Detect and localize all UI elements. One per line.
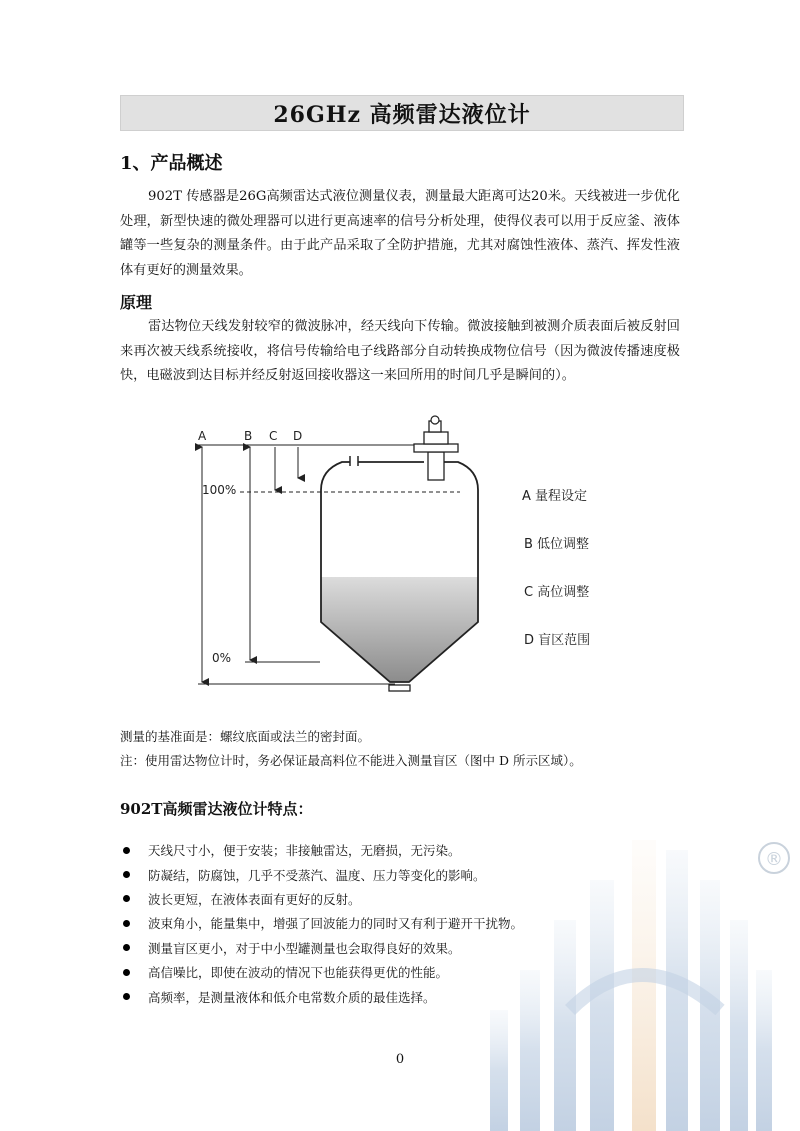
reference-note: 测量的基准面是：螺纹底面或法兰的密封面。 [120, 729, 371, 744]
bullet-icon [123, 895, 130, 902]
legend-b: B 低位调整 [524, 537, 590, 552]
document-title: 26GHz 高频雷达液位计 [120, 95, 684, 131]
bullet-icon [123, 847, 130, 854]
bullet-icon [123, 993, 130, 1000]
legend-c: C 高位调整 [524, 585, 590, 600]
principle-paragraph: 雷达物位天线发射较窄的微波脉冲，经天线向下传输。微波接触到被测介质表面后被反射回来再次被天线系统接收，将信号传输给电子线路部分自动转换成物位信号（因为微波传播速度极快，电磁波到达目标并经反射返回接收器这一来回所用的时间几乎是瞬间的）。 [120, 319, 680, 383]
label-d: D [293, 429, 303, 443]
radar-tank-diagram [180, 410, 620, 710]
list-item: 高信噪比，即使在波动的情况下也能获得更优的性能。 [120, 960, 523, 984]
legend-a: A 量程设定 [522, 489, 588, 504]
principle-heading: 原理 [120, 293, 153, 312]
label-a: A [198, 429, 207, 443]
label-100-percent: 100% [202, 483, 237, 497]
overview-paragraph: 902T 传感器是26G高频雷达式液位测量仪表，测量最大距离可达20米。天线被进一步优化处理，新型快速的微处理器可以进行更高速率的信号分析处理，使得仪表可以用于反应釜、液体罐等一些复杂的测量条件。由于此产品采取了全防护措施，尤其对腐蚀性液体、蒸汽、挥发性液体有更好的测量效果。 [120, 189, 680, 278]
label-0-percent: 0% [212, 651, 232, 665]
features-heading: 902T高频雷达液位计特点： [120, 800, 313, 818]
watermark-logo [490, 820, 800, 1131]
features-list [120, 838, 523, 1009]
label-c: C [269, 429, 278, 443]
page-number: 0 [395, 1052, 405, 1067]
label-b: B [244, 429, 253, 443]
svg-text:®: ® [765, 849, 783, 870]
bullet-icon [123, 969, 130, 976]
legend-d: D 盲区范围 [524, 633, 591, 648]
bullet-icon [123, 871, 130, 878]
list-item: 波长更短，在液体表面有更好的反射。 [120, 887, 523, 911]
list-item: 测量盲区更小，对于中小型罐测量也会取得良好的效果。 [120, 936, 523, 960]
list-item: 波束角小，能量集中，增强了回波能力的同时又有利于避开干扰物。 [120, 911, 523, 935]
radar-sensor-icon [414, 416, 458, 480]
list-item: 天线尺寸小，便于安装；非接触雷达，无磨损，无污染。 [120, 838, 523, 862]
bullet-icon [123, 944, 130, 951]
list-item: 高频率，是测量液体和低介电常数介质的最佳选择。 [120, 984, 523, 1008]
section-heading-overview: 1、产品概述 [120, 153, 223, 174]
bullet-icon [123, 920, 130, 927]
blind-zone-warning: 注：使用雷达物位计时，务必保证最高料位不能进入测量盲区（图中 D 所示区域）。 [120, 753, 582, 768]
list-item: 防凝结，防腐蚀，几乎不受蒸汽、温度、压力等变化的影响。 [120, 862, 523, 886]
